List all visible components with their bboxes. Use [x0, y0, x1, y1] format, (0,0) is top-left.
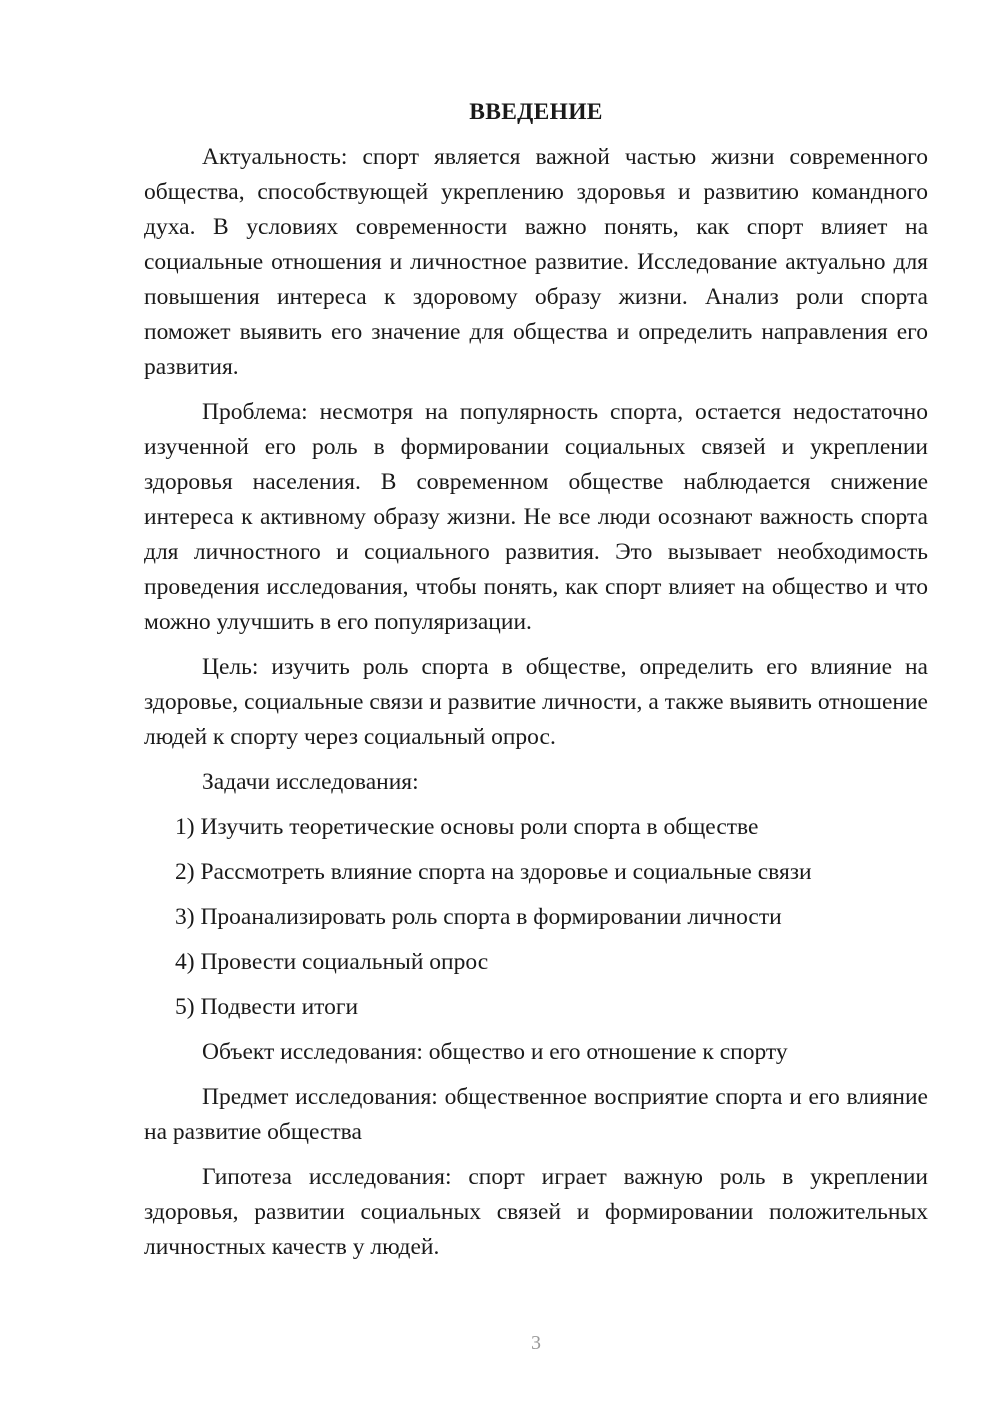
- task-item: 2) Рассмотреть влияние спорта на здоровье и социальные связи: [175, 859, 812, 885]
- task-item: 1) Изучить теоретические основы роли спорта в обществе: [175, 814, 759, 840]
- task-item: 3) Проанализировать роль спорта в формировании личности: [175, 904, 782, 930]
- page-content: [144, 95, 928, 1275]
- page-number: 3: [531, 1332, 541, 1354]
- relevance-paragraph: Актуальность: спорт является важной частью жизни современного общества, способствующей укреплению здоровья и развитию командного духа. В условиях современности важно понять, как спорт влияет на социальные отношения и личностное развитие. Исследование актуально для повышения интереса к здоровому образу жизни. Анализ роли спорта поможет выявить его значение для общества и определить направления его развития.: [144, 144, 928, 380]
- page-title: ВВЕДЕНИЕ: [469, 99, 603, 125]
- tasks-heading: Задачи исследования:: [202, 769, 419, 795]
- task-item: 5) Подвести итоги: [175, 994, 359, 1020]
- subject-paragraph: Предмет исследования: общественное восприятие спорта и его влияние на развитие общества: [144, 1084, 928, 1145]
- tasks-list: [144, 810, 928, 1025]
- problem-paragraph: Проблема: несмотря на популярность спорта, остается недостаточно изученной его роль в формировании социальных связей и укреплении здоровья населения. В современном обществе наблюдается снижение интереса к активному образу жизни. Не все люди осознают важность спорта для личностного и социального развития. Это вызывает необходимость проведения исследования, чтобы понять, как спорт влияет на общество и что можно улучшить в его популяризации.: [144, 399, 928, 635]
- hypothesis-paragraph: Гипотеза исследования: спорт играет важную роль в укреплении здоровья, развитии социальных связей и формировании положительных личностных качеств у людей.: [144, 1164, 928, 1260]
- goal-paragraph: Цель: изучить роль спорта в обществе, определить его влияние на здоровье, социальные связи и развитие личности, а также выявить отношение людей к спорту через социальный опрос.: [144, 654, 928, 750]
- object-paragraph: Объект исследования: общество и его отношение к спорту: [202, 1039, 788, 1065]
- task-item: 4) Провести социальный опрос: [175, 949, 489, 975]
